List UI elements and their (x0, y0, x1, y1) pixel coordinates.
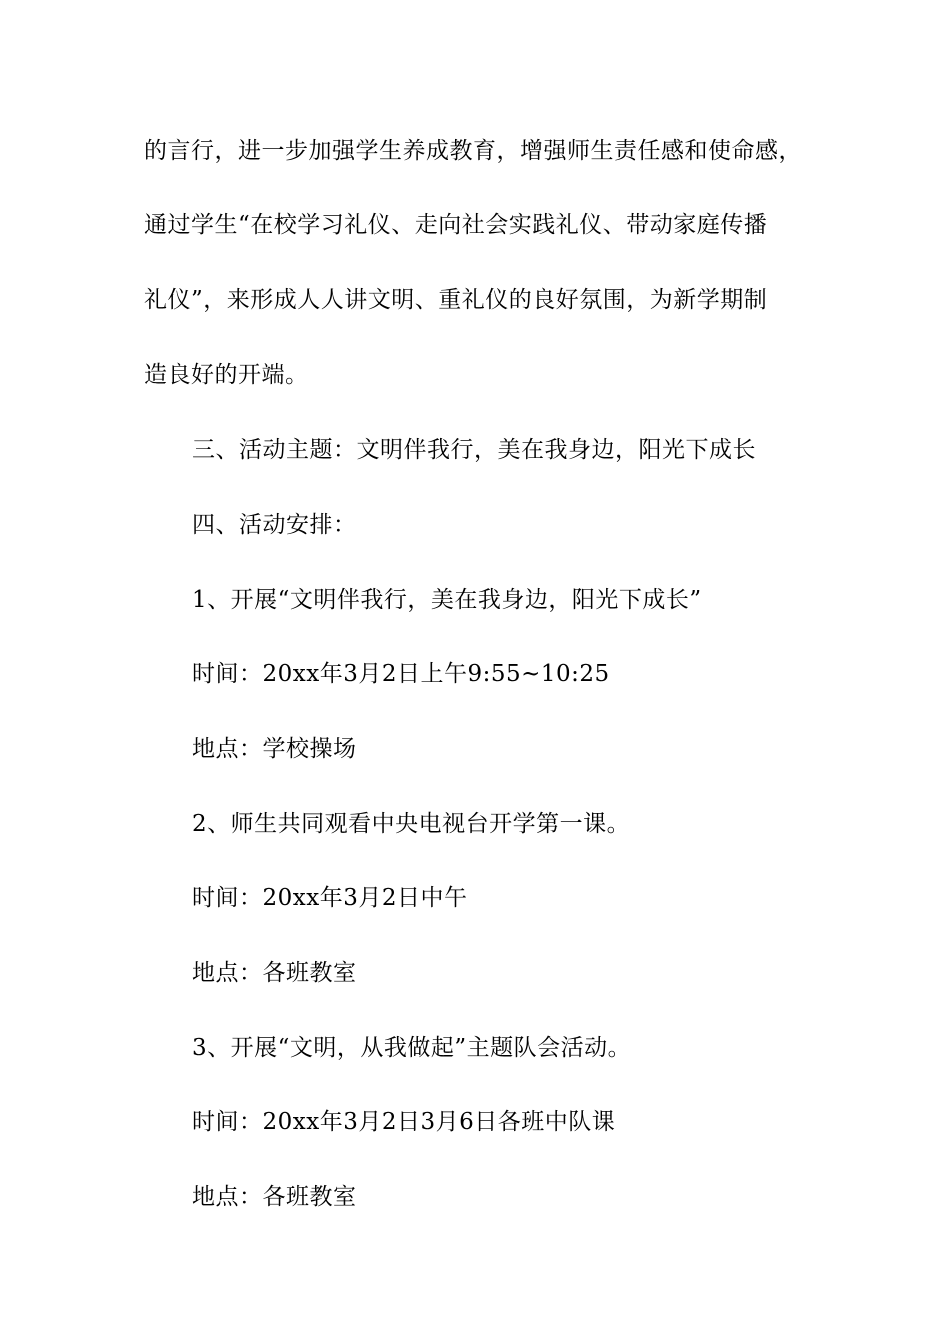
item-time: 时间：20xx年3月2日中午 (192, 885, 468, 911)
item-title: 2、师生共同观看中央电视台开学第一课。 (192, 811, 631, 837)
item-title: 3、开展“文明，从我做起”主题队会活动。 (192, 1035, 632, 1061)
item-place: 地点：各班教室 (192, 960, 357, 986)
body-text-line: 的言行，进一步加强学生养成教育，增强师生责任感和使命感， (144, 138, 802, 164)
section-heading-theme: 三、活动主题：文明伴我行，美在我身边，阳光下成长 (192, 437, 756, 463)
item-place: 地点：各班教室 (192, 1184, 357, 1210)
body-text-line: 礼仪”，来形成人人讲文明、重礼仪的良好氛围，为新学期制 (144, 287, 768, 313)
section-heading-arrangement: 四、活动安排： (192, 512, 357, 538)
item-place: 地点：学校操场 (192, 736, 357, 762)
body-text-line: 通过学生“在校学习礼仪、走向社会实践礼仪、带动家庭传播 (144, 212, 768, 238)
item-title: 1、开展“文明伴我行，美在我身边，阳光下成长” (192, 587, 702, 613)
item-time: 时间：20xx年3月2日上午9:55~10:25 (192, 661, 610, 687)
item-time: 时间：20xx年3月2日3月6日各班中队课 (192, 1109, 616, 1135)
body-text-line: 造良好的开端。 (144, 362, 309, 388)
